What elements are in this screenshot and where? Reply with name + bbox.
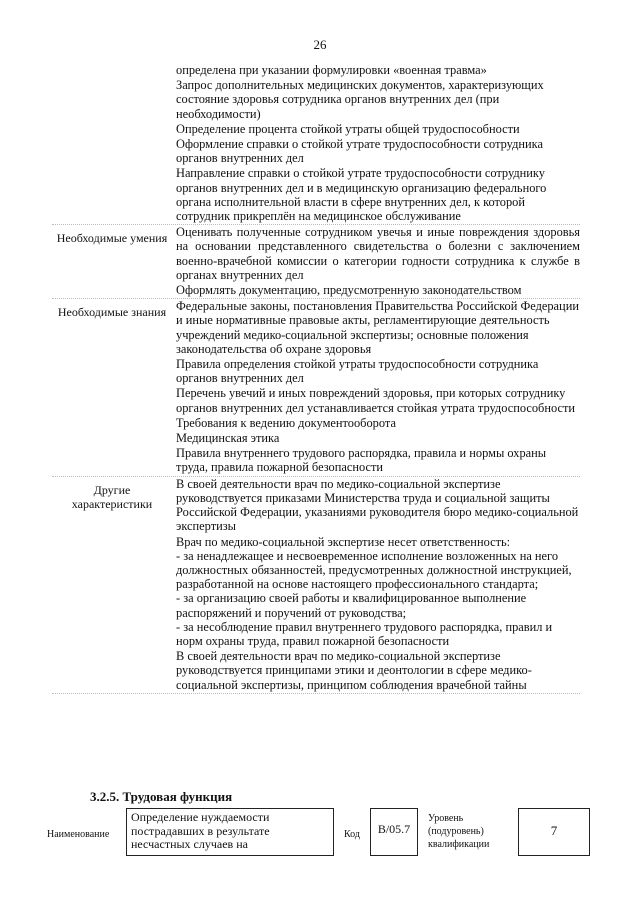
list-item: Запрос дополнительных медицинских документов, характеризующих состояние здоровья сотрудника органов внутренних дел (при необходимости): [176, 78, 544, 121]
name-label: Наименование: [47, 829, 110, 840]
name-value: Определение нуждаемости пострадавших в результате несчастных случаев на: [126, 808, 334, 856]
list-item: В своей деятельности врач по медико-социальной экспертизе руководствуется приказами Министерства труда и социальной защиты Российской Федерации, указаниями руководителя бюро медико-социальной экспертизы: [176, 476, 579, 534]
code-label: Код: [344, 829, 360, 840]
row-label-other: Другие характеристики: [71, 482, 153, 511]
list-item: В своей деятельности врач по медико-социальной экспертизе руководствуется принципами этики и деонтологии в сфере медико-социальной экспертизы, принципом соблюдения врачебной тайны: [176, 649, 532, 692]
row-content: [172, 225, 580, 298]
labor-function-header: [40, 808, 600, 858]
table-row: [52, 225, 580, 299]
list-item: Врач по медико-социальной экспертизе несет ответственность: - за ненадлежащее и несвоевременное исполнение возложенных на него должностных обязанностей, предусмотренных должностной инструкцией, разработанной на основе настоящего профессионального стандарта; - за организацию своей работы и квалифицированное выполнение распоряжений и поручений от руководства; - за несоблюдение правил внутреннего трудового распорядка, правил и норм охраны труда, правил пожарной безопасности: [176, 534, 572, 648]
table-row: [52, 63, 580, 225]
row-content: [172, 63, 580, 224]
list-item: Медицинская этика: [176, 431, 280, 446]
level-label: Уровень (подуровень) квалификации: [428, 813, 490, 850]
section-heading: 3.2.5. Трудовая функция: [90, 789, 233, 804]
list-item: Федеральные законы, постановления Правительства Российской Федерации и иные нормативные правовые акты, регламентирующие деятельность учреждений медико-социальной экспертизы; основные положения законодательства об охране здоровья: [176, 299, 579, 356]
page-number: 26: [313, 37, 327, 52]
row-label-knowledge: Необходимые знания: [57, 305, 167, 320]
list-item: Требования к ведению документооборота: [176, 415, 396, 430]
list-item: Направление справки о стойкой утрате трудоспособности сотруднику органов внутренних дел и в медицинскую организацию федерального органа исполнительной власти в сфере внутренних дел, к которой сотрудник прикреплён на медицинское обслуживание: [176, 166, 547, 224]
row-content: [172, 477, 580, 693]
list-item: Оценивать полученные сотрудником увечья и иные повреждения здоровья на основании представленного свидетельства о болезни с заключением военно-врачебной комиссии о категории годности сотрудника к службе в органах внутренних дел: [176, 225, 580, 282]
list-item: определена при указании формулировки «военная травма»: [176, 63, 487, 77]
list-item: Правила определения стойкой утраты трудоспособности сотрудника органов внутренних дел: [176, 357, 539, 386]
list-item: Правила внутреннего трудового распорядка, правила и нормы охраны труда, правила пожарной безопасности: [176, 446, 547, 475]
list-item: Определение процента стойкой утраты общей трудоспособности: [176, 121, 520, 136]
table-row: [52, 299, 580, 476]
code-value: B/05.7: [370, 808, 418, 856]
list-item: Перечень увечий и иных повреждений здоровья, при которых сотруднику органов внутренних дел устанавливается стойкая утрата трудоспособности: [176, 386, 576, 415]
table-row: [52, 477, 580, 694]
list-item: Оформлять документацию, предусмотренную законодательством: [176, 283, 522, 298]
level-value: 7: [518, 808, 590, 856]
labor-function-table: [52, 63, 580, 694]
row-label: [52, 63, 172, 224]
row-label-skills: Необходимые умения: [56, 231, 168, 246]
list-item: Оформление справки о стойкой утрате трудоспособности сотрудника органов внутренних дел: [176, 137, 543, 166]
row-content: [172, 299, 580, 475]
